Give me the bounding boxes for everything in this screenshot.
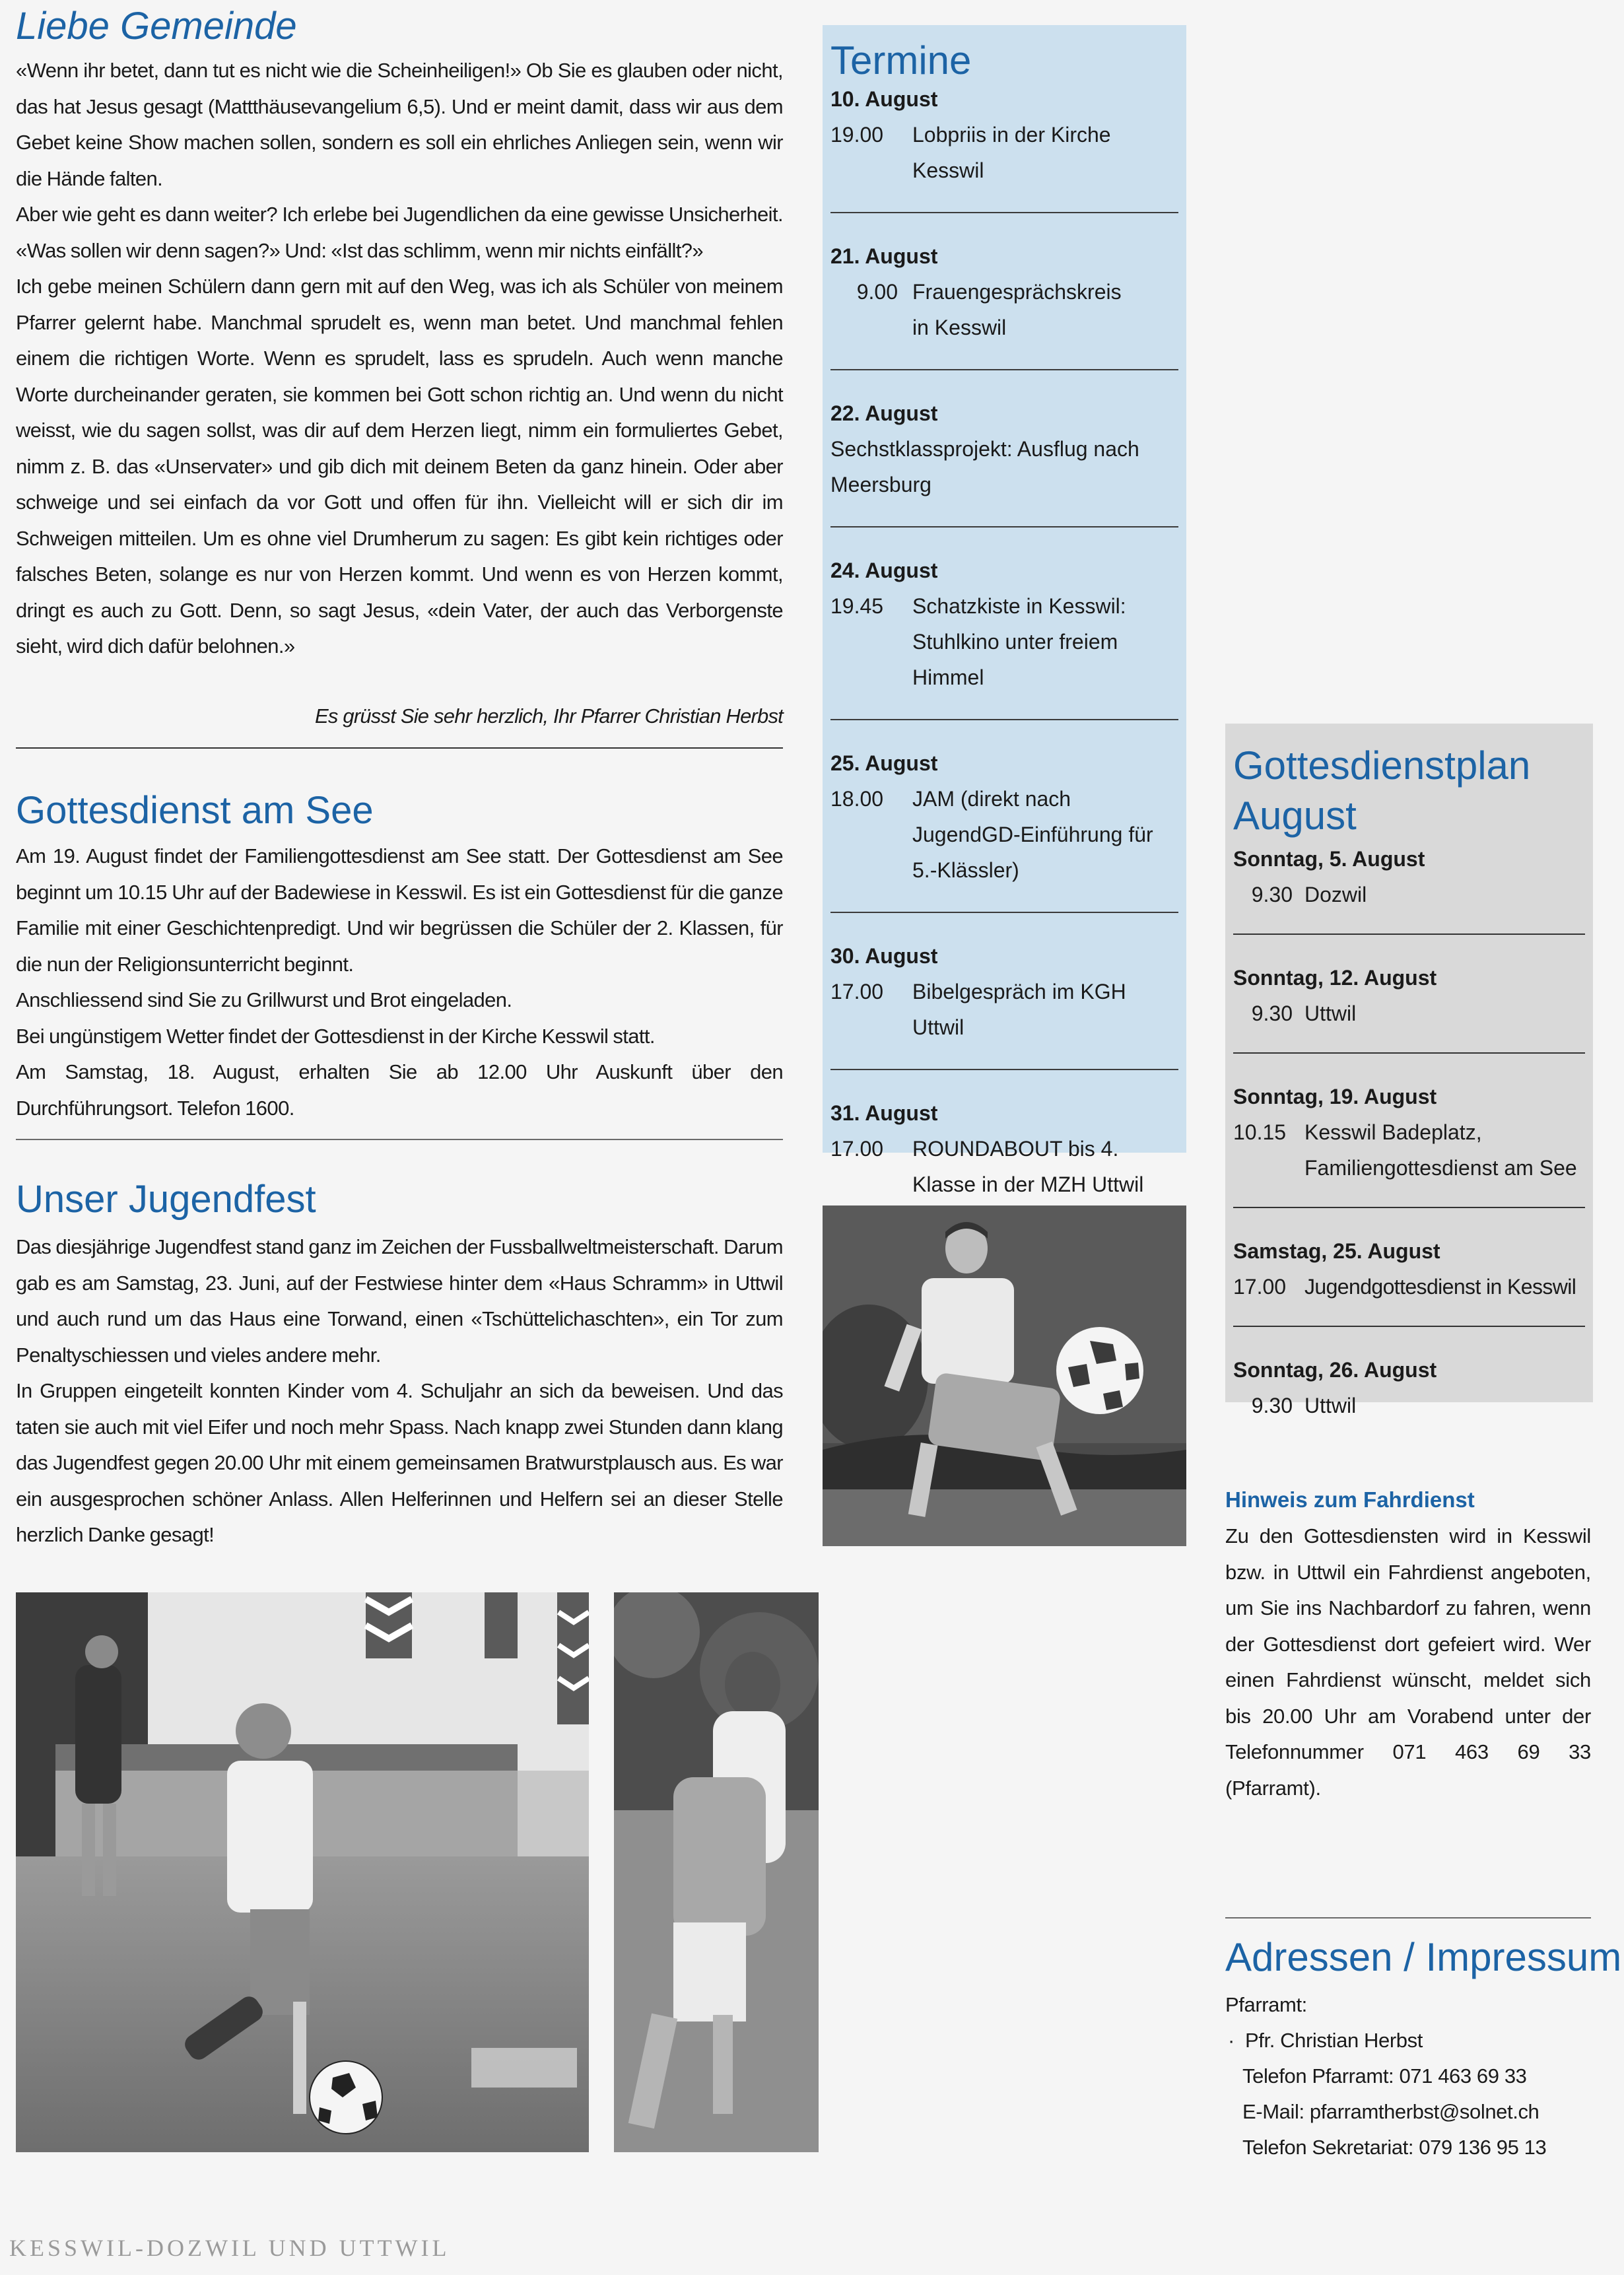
gottesdienstplan-title-line1: Gottesdienstplan [1233,743,1531,788]
event-date: 30. August [830,944,938,968]
service-time: 9.30 [1251,1002,1293,1025]
termine-title: Termine [830,38,972,83]
service-date: Sonntag, 12. August [1233,966,1437,990]
photo-kick-image [16,1592,589,2152]
termine-event [830,745,1178,888]
paragraph: Bei ungünstigem Wetter findet der Gottesdienst in der Kirche Kesswil statt. [16,1024,655,1048]
event-time: 19.00 [830,123,884,147]
termine-event [830,81,1178,188]
service-time: 9.30 [1251,1394,1293,1417]
photo-kick [16,1592,589,2152]
event-time: 17.00 [830,1137,884,1161]
service-date: Samstag, 25. August [1233,1239,1440,1263]
divider [16,1139,783,1140]
paragraph: Aber wie geht es dann weiter? Ich erlebe bei Jugendlichen da eine gewisse Unsicherheit. «Was sollen wir denn sagen?» Und: «Ist das schlimm, wenn mir nichts einfällt?» [16,203,783,262]
service-location: Jugendgottesdienst in Kesswil [1304,1275,1576,1299]
event-description: ROUNDABOUT bis 4. Klasse in der MZH Uttwil [912,1137,1144,1196]
adressen-body [1225,1987,1591,2165]
event-time: 19.45 [830,594,884,618]
service-entry [1233,960,1585,1031]
service-location: Uttwil [1304,1002,1357,1025]
event-description: Bibelgespräch im KGH Uttwil [912,980,1126,1039]
divider [1233,934,1585,935]
event-description: JAM (direkt nach JugendGD-Einführung für 5.-Klässler) [912,787,1153,882]
gottesdienst-am-see-body [16,838,783,1126]
termine-event [830,395,1178,502]
termine-event [830,553,1178,695]
photo-group-image [614,1592,819,2152]
photo-goalkeeper [823,1205,1186,1546]
divider [1233,1052,1585,1054]
fahrdienst-text: Zu den Gottesdiensten wird in Kesswil bzw. in Uttwil ein Fahrdienst angeboten, um Sie ins Nachbardorf zu fahren, wenn der Gottesdienst dort gefeiert wird. Wer einen Fahrdienst wünscht, meldet sich bis 20.00 Uhr am Vorabend unter der Telefonnummer 071 463 69 33 (Pfarramt). [1225,1524,1591,1800]
divider [1233,1326,1585,1327]
bullet-icon: · [1228,2029,1235,2052]
jugendfest-title: Unser Jugendfest [16,1178,316,1221]
liebe-gemeinde-body [16,53,783,665]
gottesdienstplan-box [1225,724,1593,1417]
paragraph: Ich gebe meinen Schülern dann gern mit auf den Weg, was ich als Schüler von meinem Pfarrer gelernt habe. Manchmal sprudelt es, wenn man betet. Und manchmal fehlen einem die richtigen Worte. Wenn es sprudelt, lass es sprudeln. Auch wenn manche Worte durcheinander geraten, sie kommen bei Gott schon richtig an. Und wenn du nicht weisst, wie du sagen sollst, was dir auf dem Herzen liegt, nimm ein formuliertes Gebet, nimm z. B. das «Unservater» und gib dich mit deinem Beten da ganz hinein. Oder aber schweige und sei einfach da vor Gott und offen für ihn. Vielleicht will er sich dir im Schweigen mitteilen. Um es ohne viel Drumherum zu sagen: Es gibt kein richtiges oder falsches Beten, solange es nur von Herzen kommt. Und wenn es von Herzen kommt, dringt es auch zu Gott. Denn, so sagt Jesus, «dein Vater, der auch das Verborgenste sieht, wird dich dafür belohnen.» [16,275,783,658]
termine-event [830,1095,1178,1202]
divider [830,719,1178,720]
event-date: 31. August [830,1101,938,1125]
fahrdienst-title: Hinweis zum Fahrdienst [1225,1487,1475,1512]
service-time: 17.00 [1233,1275,1287,1299]
paragraph: Am 19. August findet der Familiengottesdienst am See statt. Der Gottesdienst am See beginnt um 10.15 Uhr auf der Badewiese in Kesswil. Es ist ein Gottesdienst für die ganze Familie mit einer Geschichtenpredigt. Und wir begrüssen die Schüler der 2. Klassen, für die nun der Religionsunterricht beginnt. [16,844,783,976]
phone-secretary: Telefon Sekretariat: 079 136 95 13 [1242,2136,1547,2159]
event-description: Schatzkiste in Kesswil: Stuhlkino unter freiem Himmel [912,594,1126,689]
service-entry [1233,1233,1585,1305]
service-entry [1233,1079,1585,1186]
pfarramt-label: Pfarramt: [1225,1993,1307,2016]
signature: Es grüsst Sie sehr herzlich, Ihr Pfarrer Christian Herbst [315,704,783,728]
termine-box [823,25,1186,1196]
divider [16,747,783,749]
service-location: Dozwil [1304,883,1367,906]
service-date: Sonntag, 19. August [1233,1085,1437,1108]
gottesdienstplan-title [1233,741,1585,841]
service-date: Sonntag, 5. August [1233,847,1425,871]
event-description: Lobpriis in der Kirche Kesswil [912,123,1111,182]
jugendfest-body [16,1229,783,1553]
event-time: 18.00 [830,787,884,811]
paragraph: Am Samstag, 18. August, erhalten Sie ab 12.00 Uhr Auskunft über den Durchführungsort. Telefon 1600. [16,1060,783,1120]
paragraph: Das diesjährige Jugendfest stand ganz im Zeichen der Fussballweltmeisterschaft. Darum gab es am Samstag, 23. Juni, auf der Festwiese hinter dem «Haus Schramm» in Uttwil und auch rund um das Haus eine Torwand, einen «Tschüttelichaschten», ein Tor zum Penaltyschiessen und vieles andere mehr. [16,1235,783,1367]
event-description: Sechstklassprojekt: Ausflug nach Meersburg [830,437,1139,496]
divider [830,369,1178,370]
paragraph: In Gruppen eingeteilt konnten Kinder vom 4. Schuljahr an sich da beweisen. Und das taten sie auch mit viel Eifer und noch mehr Spass. Nach knapp zwei Stunden dann klang das Jugendfest gegen 20.00 Uhr mit einem gemeinsamen Bratwurstplausch aus. Es war ein ausgesprochen schöner Anlass. Allen Helferinnen und Helfern sei an dieser Stelle herzlich Danke gesagt! [16,1379,783,1546]
event-description: Frauengesprächskreis in Kesswil [912,280,1122,339]
event-date: 21. August [830,244,938,268]
event-time: 17.00 [830,980,884,1003]
event-time: 9.00 [856,280,898,304]
divider [830,526,1178,527]
photo-goalkeeper-image [823,1205,1186,1546]
photo-group [614,1592,819,2152]
divider [830,1069,1178,1070]
service-time: 10.15 [1233,1120,1287,1144]
pastor-name: Pfr. Christian Herbst [1245,2029,1423,2052]
service-date: Sonntag, 26. August [1233,1358,1437,1382]
liebe-gemeinde-title: Liebe Gemeinde [16,5,297,48]
event-date: 25. August [830,751,938,775]
termine-event [830,938,1178,1045]
divider [830,912,1178,913]
termine-event [830,238,1178,345]
service-entry [1233,841,1585,912]
footer-title: KESSWIL-DOZWIL UND UTTWIL [9,2235,450,2261]
service-location: Uttwil [1304,1394,1357,1417]
service-time: 9.30 [1251,883,1293,906]
divider [1225,1917,1591,1918]
gottesdienst-am-see-title: Gottesdienst am See [16,789,374,832]
email-link[interactable]: E-Mail: pfarramtherbst@solnet.ch [1242,2100,1539,2123]
phone-pfarramt: Telefon Pfarramt: 071 463 69 33 [1242,2064,1527,2088]
adressen-title: Adressen / Impressum [1225,1935,1622,1979]
service-location: Kesswil Badeplatz, Familiengottesdienst am See [1304,1120,1577,1180]
gottesdienstplan-title-line2: August [1233,794,1357,838]
divider [830,212,1178,213]
event-date: 24. August [830,559,938,582]
service-entry [1233,1352,1585,1423]
paragraph: «Wenn ihr betet, dann tut es nicht wie die Scheinheiligen!» Ob Sie es glauben oder nicht, das hat Jesus gesagt (Mattthäusevangelium 6,5). Und er meint damit, dass wir aus dem Gebet keine Show machen sollen, sondern es soll ein ehrliches Anliegen sein, wenn wir die Hände falten. [16,59,783,190]
event-date: 10. August [830,87,938,111]
event-date: 22. August [830,401,938,425]
paragraph: Anschliessend sind Sie zu Grillwurst und Brot eingeladen. [16,988,512,1011]
divider [1233,1207,1585,1208]
